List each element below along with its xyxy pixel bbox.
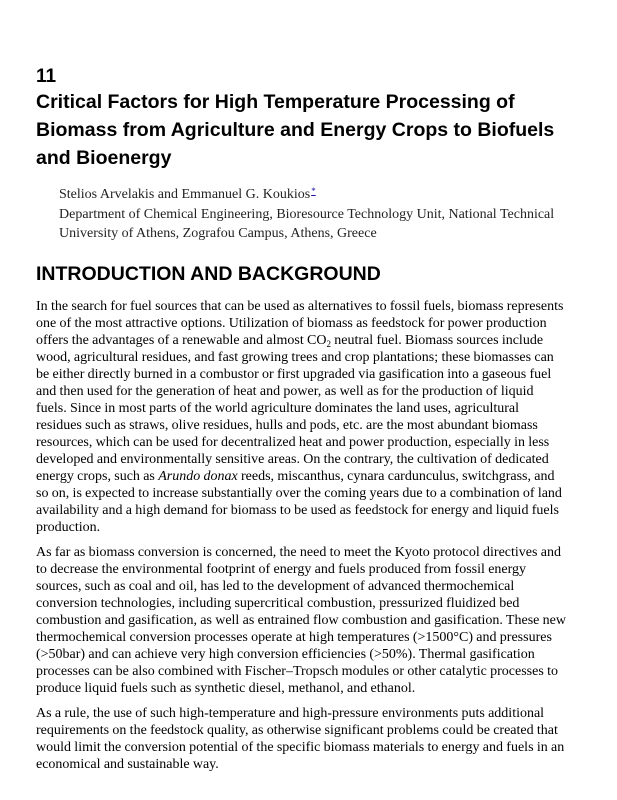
text-line: to decrease the environmental footprint of energy and fuels produced from fossil energy	[36, 561, 527, 577]
author-names	[59, 185, 586, 205]
text-line: economical and sustainable way.	[36, 756, 219, 772]
text-line: and then used for the generation of heat and power, as well as for the production of liquid	[36, 383, 534, 399]
author-block	[59, 185, 586, 244]
text-line: conversion technologies, including supercritical combustion, pressurized fluidized bed	[36, 595, 520, 611]
text-line: residues such as straws, olive residues, hulls and pods, etc. are the most abundant biomass	[36, 417, 538, 433]
text-line: wood, agricultural residues, and fast growing trees and crop plantations; these biomasses can	[36, 349, 554, 365]
chapter-number: 11	[36, 66, 57, 87]
text-line: sources, such as coal and oil, has led to the development of advanced thermochemical	[36, 578, 515, 594]
chapter-title-line: and Bioenergy	[36, 147, 172, 169]
text-line: thermochemical conversion processes operate at high temperatures (>1500°C) and pressures	[36, 629, 552, 645]
text-line: so on, is expected to increase substantially over the coming years due to a combination of land	[36, 485, 562, 501]
text-line	[36, 468, 586, 485]
section-heading: INTRODUCTION AND BACKGROUND	[36, 262, 381, 285]
text-line: fuels. Since in most parts of the world agriculture dominates the land uses, agricultural	[36, 400, 519, 416]
text-line: availability and a high demand for biomass to be used as feedstock for energy and liquid fuels	[36, 502, 559, 518]
affiliation-line: Department of Chemical Engineering, Bioresource Technology Unit, National Technical	[59, 206, 555, 222]
text-line: one of the most attractive options. Utilization of biomass as feedstock for power production	[36, 315, 547, 331]
author-names-text: Stelios Arvelakis and Emmanuel G. Koukios	[59, 187, 311, 202]
text-line: As far as biomass conversion is concerned, the need to meet the Kyoto protocol directives and	[36, 544, 561, 560]
chapter-title-line: Biomass from Agriculture and Energy Crops to Biofuels	[36, 119, 555, 141]
text-line: developed and environmentally sensitive areas. On the contrary, the cultivation of dedicated	[36, 451, 549, 467]
text-line	[36, 332, 586, 349]
body-paragraph-1	[36, 298, 586, 536]
author-footnote-link[interactable]: *	[311, 186, 316, 196]
chapter-title-line: Critical Factors for High Temperature Processing of	[36, 91, 515, 113]
author-affiliation	[59, 205, 586, 244]
chapter-page	[36, 66, 586, 781]
text-line: be either directly burned in a combustor or first upgraded via gasification into a gaseous fuel	[36, 366, 552, 382]
subscript-2: 2	[326, 338, 331, 349]
text-line: (>50bar) and can achieve very high conversion efficiencies (>50%). Thermal gasification	[36, 646, 535, 662]
affiliation-line: University of Athens, Zografou Campus, Athens, Greece	[59, 226, 377, 241]
text-line: requirements on the feedstock quality, as otherwise significant problems could be created that	[36, 722, 558, 738]
body-paragraph-3	[36, 705, 586, 773]
body-paragraph-2	[36, 544, 586, 697]
text-line: In the search for fuel sources that can be used as alternatives to fossil fuels, biomass represents	[36, 298, 564, 314]
text-line: processes can be also combined with Fischer–Tropsch modules or other catalytic processes to	[36, 663, 558, 679]
text-fragment: offers the advantages of a renewable and almost CO	[36, 332, 327, 348]
text-line: combustion and gasification, as well as entrained flow combustion and gasification. These new	[36, 612, 566, 628]
text-line: production.	[36, 519, 101, 535]
text-line: would limit the conversion potential of the specific biomass materials to energy and fuels in an	[36, 739, 565, 755]
text-fragment: energy crops, such as	[36, 468, 159, 484]
text-line: resources, which can be used for decentralized heat and power production, especially in less	[36, 434, 550, 450]
text-fragment: neutral fuel. Biomass sources include	[330, 332, 544, 348]
text-line: produce liquid fuels such as synthetic diesel, methanol, and ethanol.	[36, 680, 416, 696]
text-fragment: reeds, miscanthus, cynara cardunculus, switchgrass, and	[237, 468, 555, 484]
text-line: As a rule, the use of such high-temperature and high-pressure environments puts additional	[36, 705, 545, 721]
chapter-title	[36, 88, 586, 172]
species-name-italic: Arundo donax	[158, 468, 238, 484]
